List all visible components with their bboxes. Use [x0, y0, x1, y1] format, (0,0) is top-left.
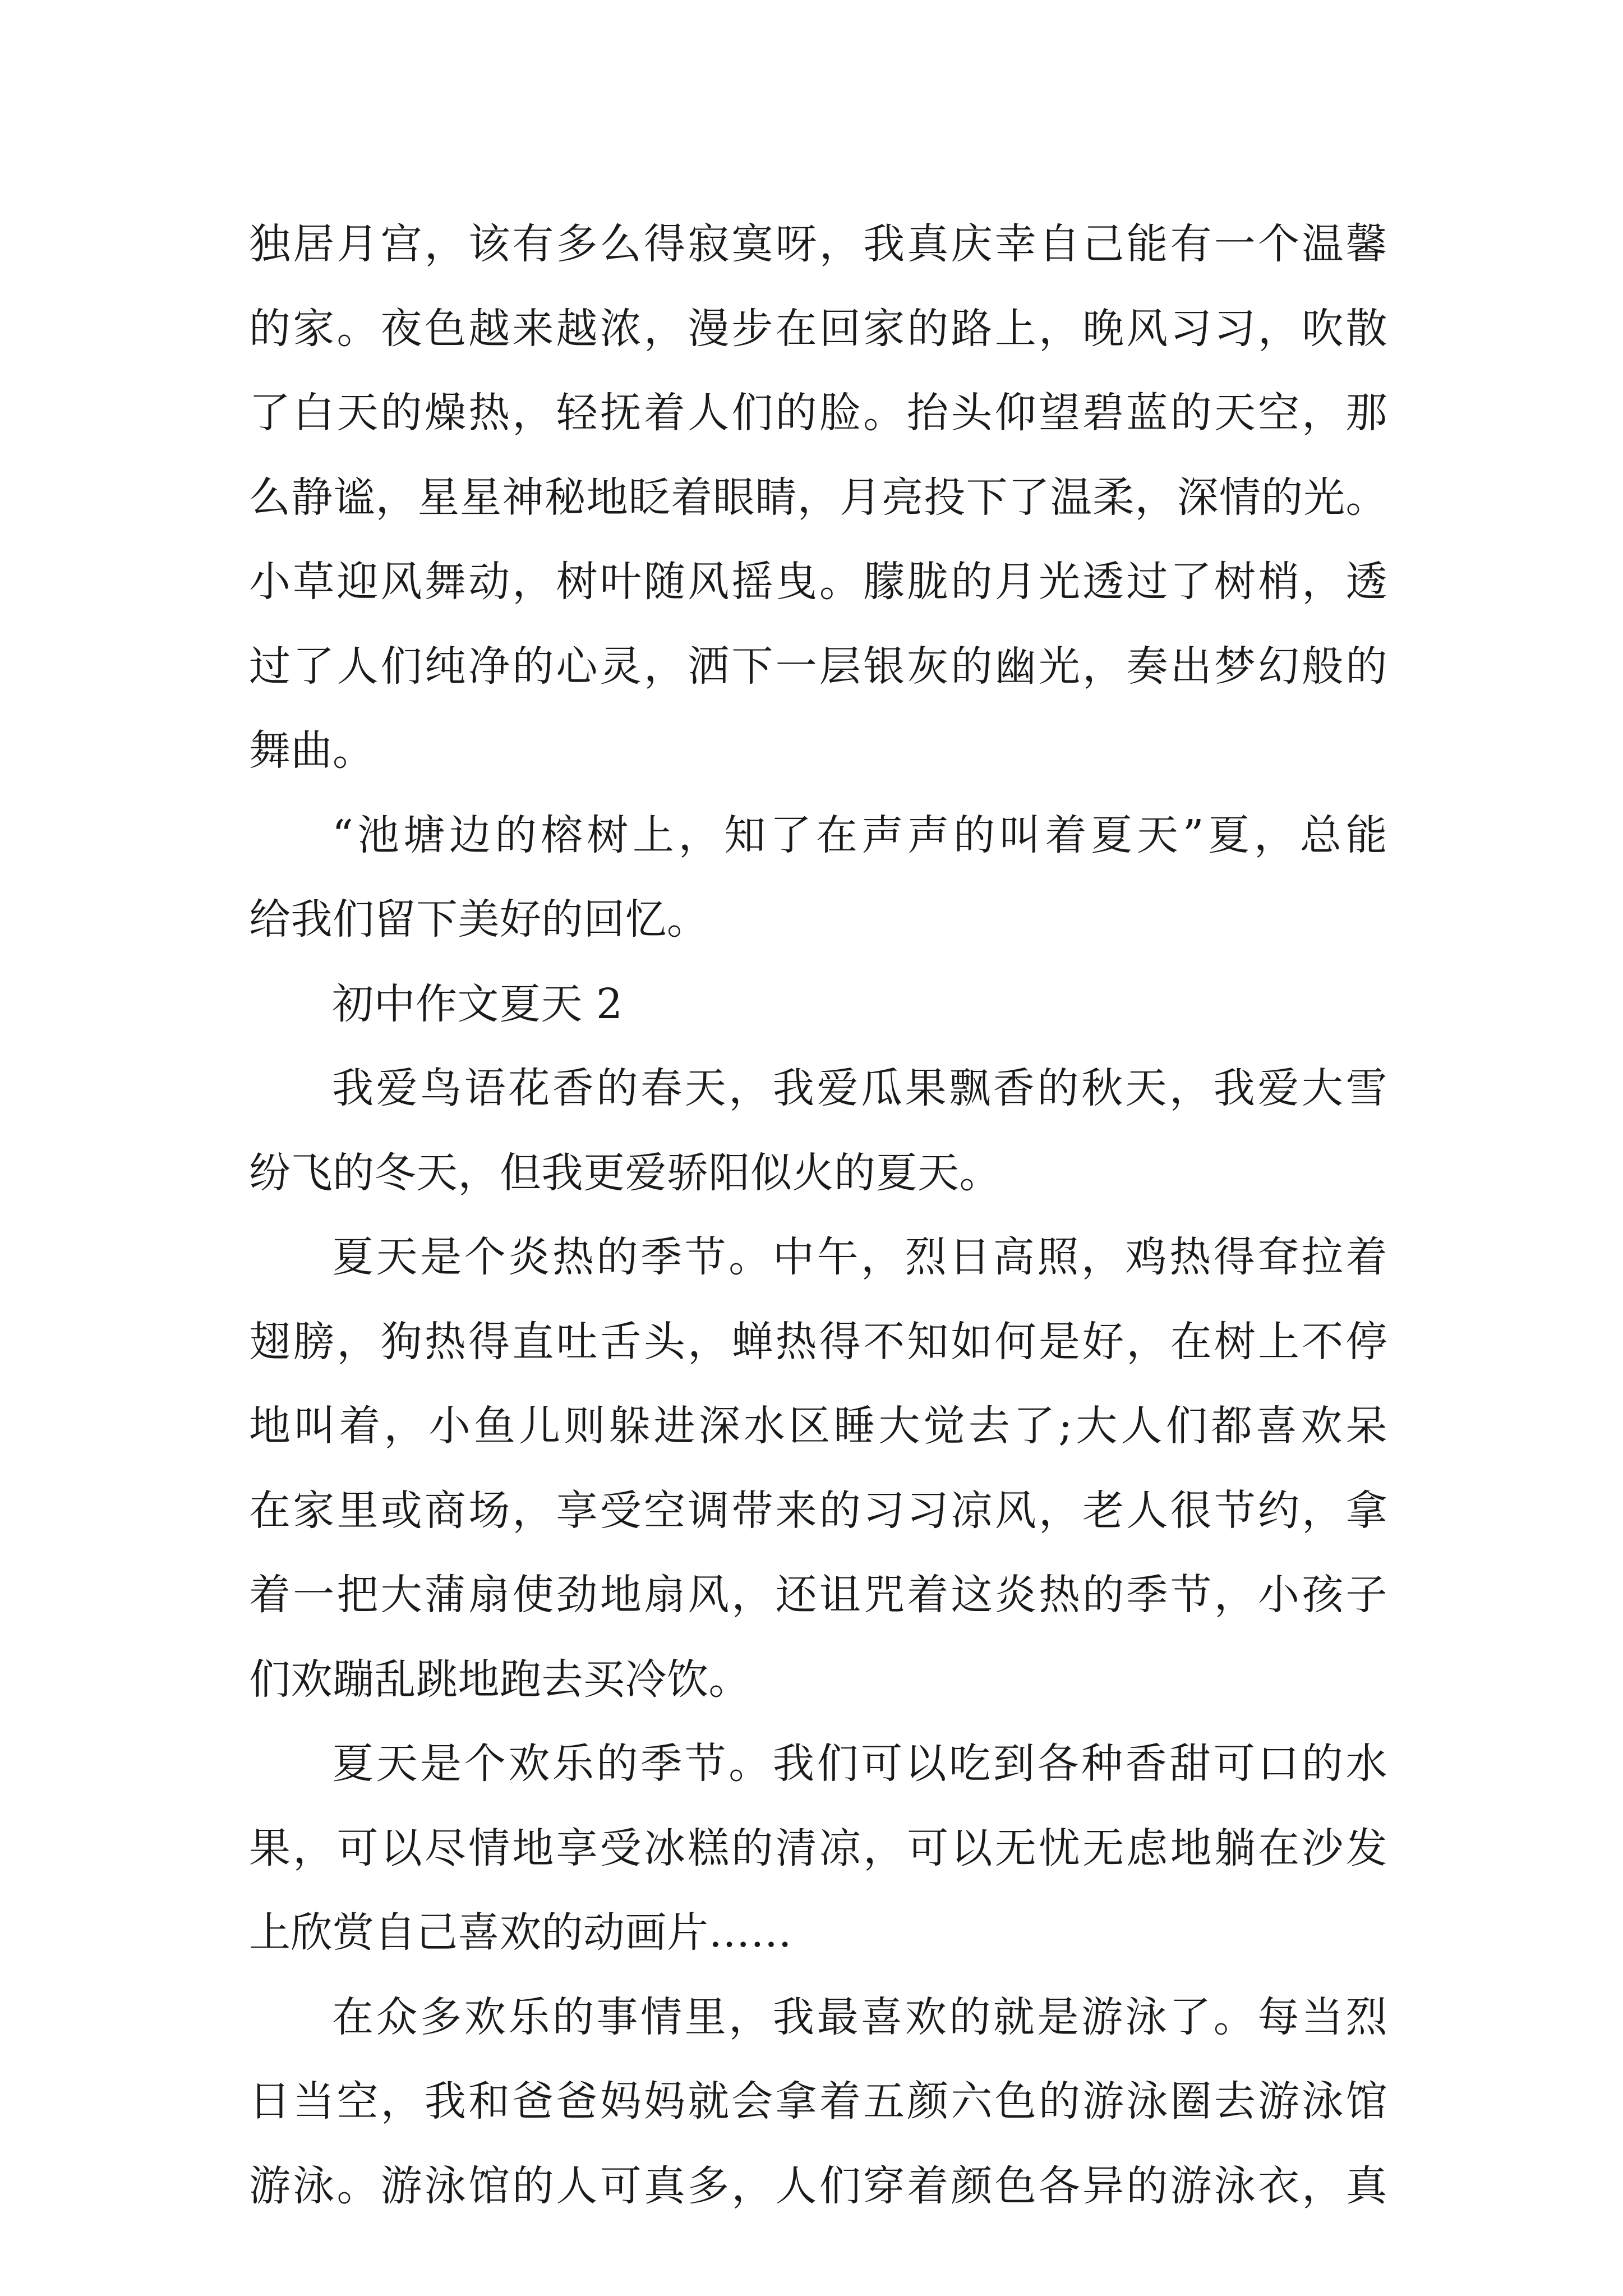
text-line: 纷飞的冬天，但我更爱骄阳似火的夏天。 — [249, 1148, 1001, 1197]
text-line: 么静谧，星星神秘地眨着眼睛，月亮投下了温柔，深情的光。 — [249, 473, 1387, 522]
text-line: 夏天是个炎热的季节。中午，烈日高照，鸡热得耷拉着 — [332, 1233, 1387, 1281]
text-line: 游泳。游泳馆的人可真多，人们穿着颜色各异的游泳衣，真 — [249, 2161, 1387, 2210]
text-line: 我爱鸟语花香的春天，我爱瓜果飘香的秋天，我爱大雪 — [332, 1064, 1387, 1112]
text-line: 舞曲。 — [249, 726, 375, 775]
text-line: 给我们留下美好的回忆。 — [249, 895, 709, 944]
text-line: 独居月宫，该有多么得寂寞呀，我真庆幸自己能有一个温馨 — [249, 220, 1387, 268]
text-line: 日当空，我和爸爸妈妈就会拿着五颜六色的游泳圈去游泳馆 — [249, 2077, 1387, 2125]
text-line: 的家。夜色越来越浓，漫步在回家的路上，晚风习习，吹散 — [249, 304, 1387, 353]
text-line: 夏天是个欢乐的季节。我们可以吃到各种香甜可口的水 — [332, 1740, 1387, 1788]
text-line: 果，可以尽情地享受冰糕的清凉，可以无忧无虑地躺在沙发 — [249, 1824, 1387, 1872]
text-line: 上欣赏自己喜欢的动画片…… — [249, 1908, 792, 1957]
text-line: 在众多欢乐的事情里，我最喜欢的就是游泳了。每当烈 — [332, 1993, 1387, 2041]
text-line: 了白天的燥热，轻抚着人们的脸。抬头仰望碧蓝的天空，那 — [249, 389, 1387, 437]
text-line: 着一把大蒲扇使劲地扇风，还诅咒着这炎热的季节，小孩子 — [249, 1571, 1387, 1619]
section-heading: 初中作文夏天 2 — [332, 979, 623, 1028]
text-line: 在家里或商场，享受空调带来的习习凉风，老人很节约，拿 — [249, 1486, 1387, 1535]
text-line: 地叫着，小鱼儿则躲进深水区睡大觉去了;大人们都喜欢呆 — [249, 1402, 1387, 1450]
text-line: 们欢蹦乱跳地跑去买冷饮。 — [249, 1655, 750, 1704]
text-line: 小草迎风舞动，树叶随风摇曳。朦胧的月光透过了树梢，透 — [249, 558, 1387, 606]
text-line: 翅膀，狗热得直吐舌头，蝉热得不知如何是好，在树上不停 — [249, 1317, 1387, 1366]
text-line: 过了人们纯净的心灵，洒下一层银灰的幽光，奏出梦幻般的 — [249, 642, 1387, 691]
text-line: “池塘边的榕树上，知了在声声的叫着夏天”夏，总能 — [332, 811, 1387, 859]
document-body — [249, 202, 1387, 2228]
